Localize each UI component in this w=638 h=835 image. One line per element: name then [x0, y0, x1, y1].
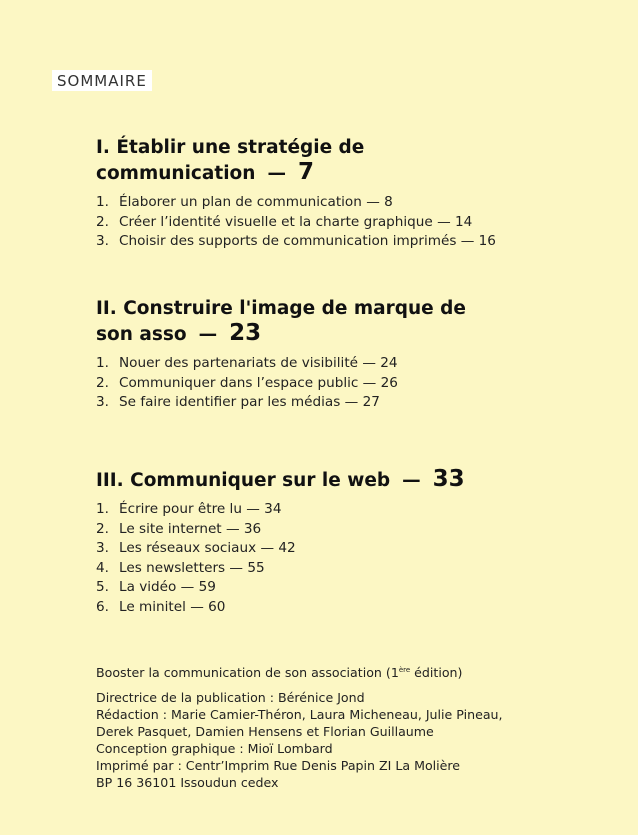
item-number: 3. — [96, 233, 109, 249]
item-text: Choisir des supports de communication imprimés — 16 — [119, 233, 496, 249]
section-title-line: I. Établir une stratégie de — [96, 137, 365, 158]
toc-section-1 — [96, 135, 616, 252]
toc-section-3 — [96, 467, 616, 617]
section-title — [96, 135, 616, 186]
credit-line: Imprimé par : Centr’Imprim Rue Denis Papin ZI La Molière — [96, 758, 461, 774]
toc-item — [96, 578, 616, 598]
item-number: 4. — [96, 559, 109, 576]
item-number: 1. — [96, 501, 109, 517]
toc-item — [96, 393, 616, 413]
book-title-suffix: édition) — [410, 665, 463, 681]
credit-line: Directrice de la publication : Bérénice Jond — [96, 690, 365, 706]
section-title-line: son asso — [96, 324, 187, 345]
title-dash: — — [198, 324, 218, 345]
title-dash: — — [267, 163, 286, 184]
item-text: Le minitel — 60 — [119, 598, 226, 615]
toc-item — [96, 559, 616, 579]
credits-block — [96, 662, 503, 791]
item-number: 3. — [96, 540, 109, 556]
toc-item — [96, 598, 616, 618]
toc-item — [96, 520, 616, 540]
credit-line: Rédaction : Marie Camier-Théron, Laura Micheneau, Julie Pineau, — [96, 707, 503, 723]
toc-item — [96, 193, 616, 213]
toc-item — [96, 354, 616, 374]
toc-item — [96, 213, 616, 233]
item-text: La vidéo — 59 — [119, 579, 216, 595]
item-text: Les newsletters — 55 — [119, 559, 265, 576]
section-items — [96, 500, 616, 617]
section-title-line: communication — [96, 163, 256, 184]
section-items — [96, 193, 616, 252]
toc-section-2 — [96, 296, 616, 413]
item-number: 6. — [96, 598, 109, 615]
section-page-number: 23 — [229, 320, 262, 346]
book-title-text: Booster la communication de son association (1 — [96, 665, 399, 681]
section-title-line: II. Construire l'image de marque de — [96, 298, 466, 319]
item-text: Écrire pour être lu — 34 — [119, 501, 282, 517]
toc-item — [96, 374, 616, 394]
sommaire-label: SOMMAIRE — [52, 70, 152, 91]
section-title — [96, 296, 616, 347]
section-items — [96, 354, 616, 413]
item-text: Les réseaux sociaux — 42 — [119, 540, 296, 556]
item-number: 1. — [96, 194, 109, 210]
item-text: Le site internet — 36 — [119, 520, 262, 537]
toc-item — [96, 232, 616, 252]
credit-line: BP 16 36101 Issoudun cedex — [96, 775, 279, 791]
item-number: 3. — [96, 394, 109, 410]
item-number: 1. — [96, 355, 109, 371]
item-number: 2. — [96, 374, 109, 391]
section-page-number: 33 — [432, 466, 465, 492]
item-text: Élaborer un plan de communication — 8 — [119, 194, 393, 210]
book-title-superscript: ère — [398, 666, 411, 674]
toc-item — [96, 500, 616, 520]
item-number: 2. — [96, 213, 109, 230]
title-dash: — — [402, 470, 421, 491]
credit-line: Derek Pasquet, Damien Hensens et Florian Guillaume — [96, 724, 434, 740]
item-text: Créer l’identité visuelle et la charte graphique — 14 — [119, 213, 473, 230]
item-number: 5. — [96, 579, 109, 595]
section-title-line: III. Communiquer sur le web — [96, 470, 391, 491]
credit-line: Conception graphique : Mioï Lombard — [96, 741, 333, 757]
toc-item — [96, 539, 616, 559]
item-text: Nouer des partenariats de visibilité — 24 — [119, 355, 398, 371]
item-number: 2. — [96, 520, 109, 537]
item-text: Communiquer dans l’espace public — 26 — [119, 374, 398, 391]
item-text: Se faire identifier par les médias — 27 — [119, 394, 380, 410]
section-title — [96, 467, 616, 493]
section-page-number: 7 — [297, 159, 314, 185]
book-title — [96, 662, 503, 681]
